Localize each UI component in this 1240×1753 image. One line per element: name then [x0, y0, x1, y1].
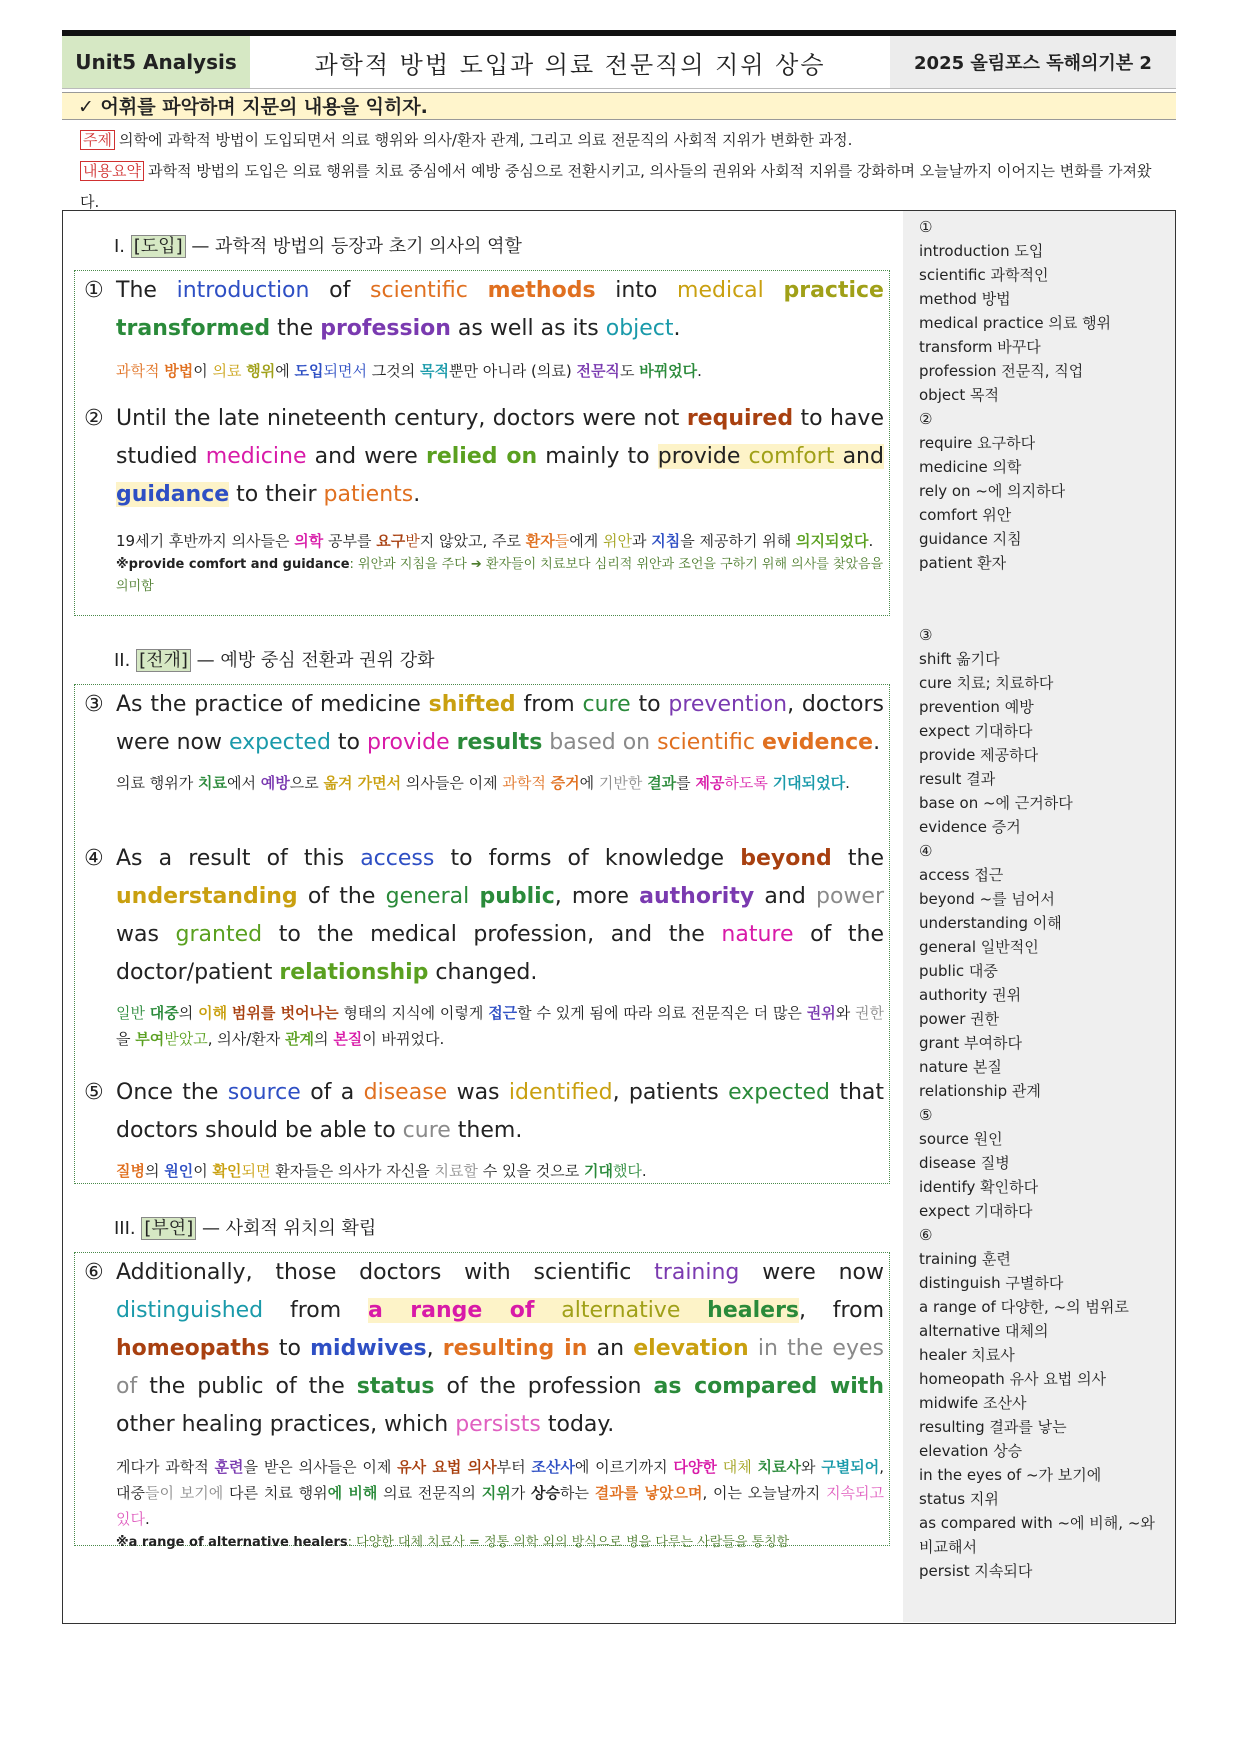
vocab-item: scientific 과학적인 [919, 266, 1049, 284]
vocab-item: expect 기대하다 [919, 722, 1033, 740]
vocab-group-number: ② [919, 410, 933, 428]
vocab-group-number: ③ [919, 626, 933, 644]
paragraph-2 [84, 400, 884, 598]
vocab-item: rely on ~에 의지하다 [919, 482, 1066, 500]
paragraph-number: ⑥ [84, 1260, 104, 1285]
worksheet-header [62, 36, 1176, 89]
note-label: ※a range of alternative healers [116, 1535, 348, 1550]
vocab-item: a range of 다양한, ~의 범위로 [919, 1298, 1129, 1316]
vocab-item: expect 기대하다 [919, 1202, 1033, 1220]
vocab-item: general 일반적인 [919, 938, 1039, 956]
korean-translation: 19세기 후반까지 의사들은 의학 공부를 요구받지 않았고, 주로 환자들에게 위안과 지침을 제공하기 위해 의지되었다. [116, 532, 874, 550]
unit-label: Unit5 Analysis [62, 36, 250, 88]
vocab-item: prevention 예방 [919, 698, 1034, 716]
paragraph-6 [84, 1254, 884, 1554]
vocab-item: provide 제공하다 [919, 746, 1039, 764]
vocab-group-1 [919, 215, 1169, 407]
vocab-item: status 지위 [919, 1490, 999, 1508]
vocab-item: midwife 조산사 [919, 1394, 1027, 1412]
vocab-item: persist 지속되다 [919, 1562, 1033, 1580]
vocab-note [116, 554, 884, 598]
note-text: : 위안과 지침을 주다 ➔ 환자들이 치료보다 심리적 위안과 조언을 구하기 위해 의사를 찾았음을 의미함 [116, 557, 884, 594]
paragraph-number: ④ [84, 846, 104, 871]
vocab-item: guidance 지침 [919, 530, 1022, 548]
vocab-group-6 [919, 1223, 1169, 1583]
vocab-item: understanding 이해 [919, 914, 1062, 932]
paragraph-5 [84, 1074, 884, 1184]
section-title: — 예방 중심 전환과 권위 강화 [196, 650, 435, 671]
section-title: — 과학적 방법의 등장과 초기 의사의 역할 [191, 236, 522, 257]
section-roman: III. [114, 1218, 136, 1239]
vocab-item: grant 부여하다 [919, 1034, 1022, 1052]
vocabulary-sidebar [903, 211, 1175, 1622]
page-title: 과학적 방법 도입과 의료 전문직의 지위 상승 [314, 50, 826, 79]
vocab-item: patient 환자 [919, 554, 1007, 572]
section-title: — 사회적 위치의 확립 [201, 1218, 377, 1239]
vocab-item: distinguish 구별하다 [919, 1274, 1064, 1292]
note-label: ※provide comfort and guidance [116, 557, 350, 572]
vocab-group-3 [919, 623, 1169, 839]
korean-translation: 과학적 방법이 의료 행위에 도입되면서 그것의 목적뿐만 아니라 (의료) 전문직도 바뀌었다. [116, 362, 702, 380]
vocab-item: alternative 대체의 [919, 1322, 1049, 1340]
vocab-item: nature 본질 [919, 1058, 1002, 1076]
paragraph-number: ② [84, 406, 104, 431]
vocab-item: object 목적 [919, 386, 999, 404]
english-sentence: ③ As the practice of medicine shifted from cure to prevention, doctors were now expected to provide results based on scientific evidence. [84, 686, 884, 762]
vocab-item: public 대중 [919, 962, 998, 980]
vocab-item: identify 확인하다 [919, 1178, 1039, 1196]
vocab-group-2 [919, 407, 1169, 575]
vocab-item: medical practice 의료 행위 [919, 314, 1112, 332]
paragraph-1 [84, 272, 884, 384]
summary-line [80, 156, 1170, 218]
vocab-item: power 권한 [919, 1010, 1000, 1028]
vocab-item: require 요구하다 [919, 434, 1036, 452]
vocab-item: profession 전문직, 직업 [919, 362, 1084, 380]
vocab-item: cure 치료; 치료하다 [919, 674, 1054, 692]
vocab-group-5 [919, 1103, 1169, 1223]
summary-text: 과학적 방법의 도입은 의료 행위를 치료 중심에서 예방 중심으로 전환시키고, 의사들의 권위와 사회적 지위를 강화하며 오늘날까지 이어지는 변화를 가져왔다. [80, 162, 1152, 211]
vocab-item: in the eyes of ~가 보기에 [919, 1466, 1102, 1484]
vocab-item: authority 권위 [919, 986, 1022, 1004]
vocab-group-number: ⑤ [919, 1106, 933, 1124]
note-text: : 다양한 대체 치료사 = 정통 의학 외의 방식으로 병을 다루는 사람들을 통칭함 [347, 1535, 790, 1550]
paragraph-number: ① [84, 278, 104, 303]
vocab-item: disease 질병 [919, 1154, 1010, 1172]
section-roman: I. [114, 236, 126, 257]
vocab-group-4 [919, 839, 1169, 1103]
vocab-item: relationship 관계 [919, 1082, 1041, 1100]
section-heading-2 [114, 646, 435, 672]
vocab-item: training 훈련 [919, 1250, 1011, 1268]
vocab-item: as compared with ~에 비해, ~와 비교해서 [919, 1514, 1155, 1556]
korean-translation: 일반 대중의 이해 범위를 벗어나는 형태의 지식에 이렇게 접근할 수 있게 됨에 따라 의료 전문직은 더 많은 권위와 권한을 부여받았고, 의사/환자 관계의 본질이 바뀌었다. [116, 1004, 884, 1048]
vocab-note [116, 1532, 884, 1554]
vocab-item: access 접근 [919, 866, 1004, 884]
vocab-item: source 원인 [919, 1130, 1003, 1148]
paragraph-number: ⑤ [84, 1080, 104, 1105]
korean-translation: 의료 행위가 치료에서 예방으로 옮겨 가면서 의사들은 이제 과학적 증거에 기반한 결과를 제공하도록 기대되었다. [116, 774, 850, 792]
vocab-item: homeopath 유사 요법 의사 [919, 1370, 1107, 1388]
section-heading-1 [114, 232, 522, 258]
korean-translation: 게다가 과학적 훈련을 받은 의사들은 이제 유사 요법 의사부터 조산사에 이르기까지 다양한 대체 치료사와 구별되어, 대중들이 보기에 다른 치료 행위에 비해 의료 전문직의 지위가 상승하는 결과를 낳았으며, 이는 오늘날까지 지속되고 있다. [116, 1458, 885, 1528]
vocab-item: comfort 위안 [919, 506, 1012, 524]
paragraph-3 [84, 686, 884, 796]
vocab-item: evidence 증거 [919, 818, 1021, 836]
vocab-item: base on ~에 근거하다 [919, 794, 1073, 812]
paragraph-number: ③ [84, 692, 104, 717]
vocab-item: result 결과 [919, 770, 996, 788]
vocab-item: transform 바꾸다 [919, 338, 1041, 356]
vocab-item: healer 치료사 [919, 1346, 1015, 1364]
section-roman: II. [114, 650, 131, 671]
vocab-group-number: ⑥ [919, 1226, 933, 1244]
paragraph-4 [84, 840, 884, 1052]
vocab-item: beyond ~를 넘어서 [919, 890, 1055, 908]
english-sentence: ⑥ Additionally, those doctors with scientific training were now distinguished from a range of alternative healers, from homeopaths to midwives, resulting in an elevation in the eyes of the public of the status of the profession as compared with other healing practices, which persists today. [84, 1254, 884, 1444]
english-sentence: ④ As a result of this access to forms of knowledge beyond the understanding of the general public, more authority and power was granted to the medical profession, and the nature of the doctor/patient relationship changed. [84, 840, 884, 992]
korean-translation: 질병의 원인이 확인되면 환자들은 의사가 자신을 치료할 수 있을 것으로 기대했다. [116, 1162, 647, 1180]
theme-text: 의학에 과학적 방법이 도입되면서 의료 행위와 의사/환자 관계, 그리고 의료 전문직의 사회적 지위가 변화한 과정. [118, 131, 853, 149]
vocab-item: shift 옮기다 [919, 650, 1000, 668]
section-tag: [전개] [136, 649, 191, 672]
english-sentence: ① The introduction of scientific methods into medical practice transformed the profession as well as its object. [84, 272, 884, 348]
vocab-group-number: ④ [919, 842, 933, 860]
vocab-group-number: ① [919, 218, 933, 236]
vocab-item: method 방법 [919, 290, 1011, 308]
instruction: ✓ 어휘를 파악하며 지문의 내용을 익히자. [62, 92, 1176, 120]
book-title: 2025 올림포스 독해의기본 2 [890, 36, 1176, 88]
english-sentence: ② Until the late nineteenth century, doctors were not required to have studied medicine and were relied on mainly to provide comfort and guidance to their patients. [84, 400, 884, 514]
section-tag: [부연] [141, 1217, 196, 1240]
english-sentence: ⑤ Once the source of a disease was identified, patients expected that doctors should be able to cure them. [84, 1074, 884, 1150]
summary-tag: 내용요약 [80, 161, 144, 181]
theme-tag: 주제 [80, 130, 115, 150]
vocab-item: resulting 결과를 낳는 [919, 1418, 1067, 1436]
section-heading-3 [114, 1214, 376, 1240]
vocab-item: elevation 상승 [919, 1442, 1023, 1460]
vocab-item: medicine 의학 [919, 458, 1022, 476]
theme-line [80, 126, 1170, 154]
section-tag: [도입] [131, 235, 186, 258]
vocab-item: introduction 도입 [919, 242, 1044, 260]
